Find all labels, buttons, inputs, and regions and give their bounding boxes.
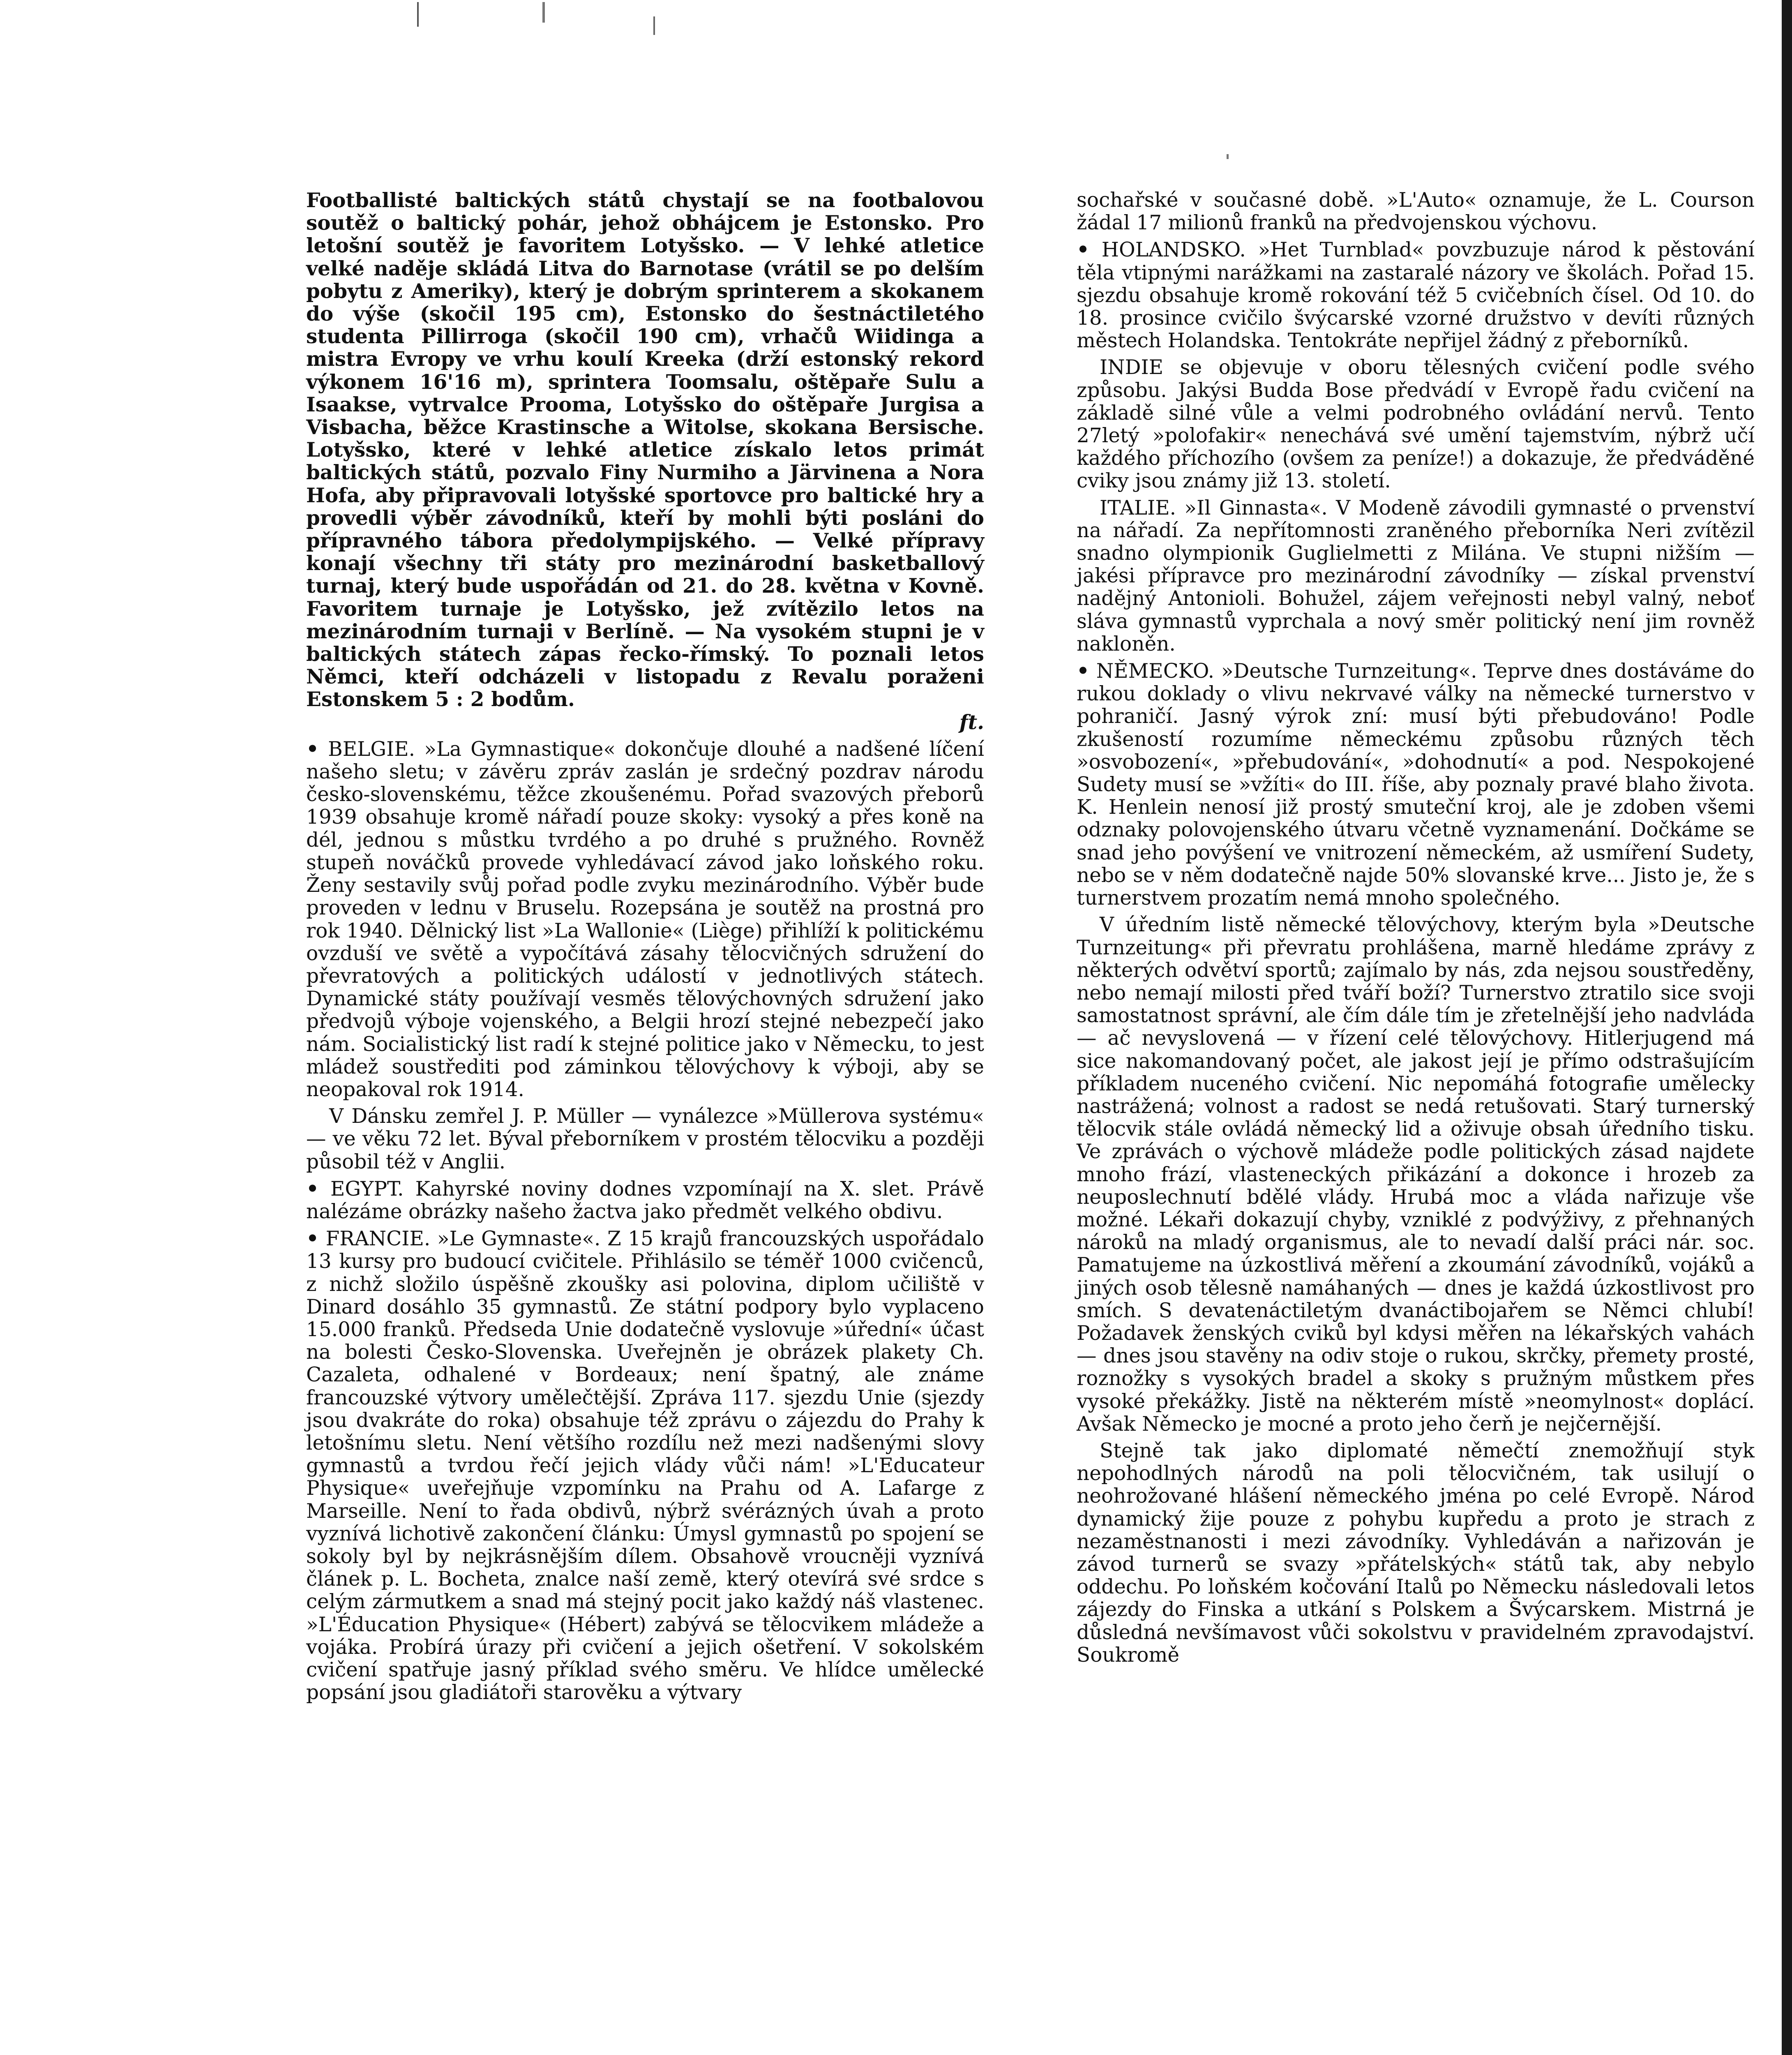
paragraph-text: Stejně tak jako diplomaté němečtí znemožňují styk nepohodlných národů na poli tělocvičném, tak usilují o neohrožované hlášení německého jména po celé Evropě. Národ dynamický žije pouze z pohybu kupředu a proto je strach z nezaměstnanosti i mezi závodníky. Vyhledáván a nařizován je závod turnerů se svazy »přátelských« států tak, aby nebylo oddechu. Po loňském kočování Italů po Německu následovali letos zájezdy do Finska a utkání s Polskem a Švýcarskem. Mistrná je důsledná nevšímavost vůči sokolstvu v pravidelném zpravodajství. Soukromě xyxy=(1077,1439,1755,1667)
bullet-icon: • xyxy=(306,1227,319,1251)
paragraph xyxy=(1077,356,1755,492)
paragraph xyxy=(1077,238,1755,352)
author-signature: ft. xyxy=(959,710,984,734)
paragraph-text: NĚMECKO. »Deutsche Turnzeitung«. Teprve dnes dostáváme do rukou doklady o vlivu nekrvavé války na německé turnerstvo v pohraničí. Jasný výrok zní: musí býti přebudováno! Podle zkušeností rozumíme německému způsobu různých těch »osvobození«, »přebudování«, »dohodnutí« a pod. Nespokojené Sudety musí se »vžíti« do III. říše, aby poznaly pravé blaho života. K. Henlein nenosí již prostý smuteční kroj, ale je zdoben všemi odznaky polovojenského útvaru včetně vyznamenání. Dočkáme se snad jeho povýšení ve vnitrození německém, až usmíření Sudety, nebo se v něm dodatečně najde 50% slovanské krve... Jisto je, že s turnerstvem prozatím nemá mnoho společného. xyxy=(1077,660,1755,910)
left-column xyxy=(306,189,984,1704)
paragraph-text: EGYPT. Kahyrské noviny dodnes vzpomínají na X. slet. Právě nalézáme obrázky našeho žactva jako předmět velkého obdivu. xyxy=(306,1177,985,1223)
paragraph xyxy=(1077,660,1755,910)
paragraph xyxy=(1077,1440,1755,1667)
bullet-icon: • xyxy=(306,737,319,761)
bullet-icon: • xyxy=(306,1177,319,1201)
paragraph xyxy=(306,1178,984,1223)
paragraph xyxy=(1077,189,1755,234)
paragraph-text: V úředním listě německé tělovýchovy, kterým byla »Deutsche Turnzeitung« při převratu prohlášena, marně hledáme zprávy z některých odvětví sportů; zajímalo by nás, zda nejsou soustředěny, nebo nemají milosti před tváří boží? Turnerstvo ztratilo sice svoji samostatnost správní, ale čím dále tím je zřetelnější jeho nadvláda — ač nevyslovená — v řízení celé tělovýchovy. Hitlerjugend má sice nakomandovaný počet, ale jakost její je přímo odstrašujícím příkladem nuceného cvičení. Nic nepomáhá fotografie umělecky nastrážená; volnost a radost se nedá retušovati. Starý turnerský tělocvik stále ovládá německý lid a oživuje obsah úředního tisku. Ve zprávách o výchově mládeže podle politických zásad najdete mnoho frází, vlasteneckých přikázání a dokonce i hrozeb za neuposlechnutí bdělé vlády. Hrubá moc a vláda nařizuje vše možné. Lékaři dokazují chyby, vzniklé z podvýživy, z přehnaných nároků na mladý organismus, ale to nevadí další práci nár. soc. Pamatujeme na úzkostlivá měření a zkoumání závodníků, vojáků a jiných osob tělesně namáhaných — dnes je každá úzkostlivost pro smích. S devatenáctiletým dvanáctibojařem se Němci chlubí! Požadavek ženských cviků byl kdysi měřen na lékařských vahách — dnes jsou stavěny na odiv stoje o rukou, skrčky, přemety prosté, roznožky s vysokých bradel a skoky s pružným můstkem přes vysoké překážky. Jistě na některém místě »neomylnost« doplácí. Avšak Německo je mocné a proto jeho čerň je nejčernější. xyxy=(1077,913,1755,1436)
paragraph xyxy=(306,1105,984,1173)
paragraph xyxy=(1077,497,1755,656)
paragraph-text: HOLANDSKO. »Het Turnblad« povzbuzuje národ k pěstování těla vtipnými narážkami na zastaralé názory ve školách. Pořad 15. sjezdu obsahuje kromě rokování též 5 cvičebních čísel. Od 10. do 18. prosince cvičilo švýcarské vzorné družstvo v devíti různých městech Holandska. Tentokráte nepřijel žádný z přeborníků. xyxy=(1077,238,1755,353)
paragraph-text: Footballisté baltických států chystají se na footbalovou soutěž o baltický pohár, jehož obhájcem je Estonsko. Pro letošní soutěž je favoritem Lotyšsko. — V lehké atletice velké naděje skládá Litva do Barnotase (vrátil se po delším pobytu z Ameriky), který je dobrým sprinterem a skokanem do výše (skočil 195 cm), Estonsko do šestnáctiletého studenta Pillirroga (skočil 190 cm), vrhačů Wiidinga a mistra Evropy ve vrhu koulí Kreeka (drží estonský rekord výkonem 16'16 m), sprintera Toomsalu, oštěpaře Sulu a Isaakse, vytrvalce Prooma, Lotyšsko do oštěpaře Jurgisa a Visbacha, běžce Krastinsche a Witolse, skokana Bersische. Lotyšsko, které v lehké atletice získalo letos primát baltických států, pozvalo Finy Nurmiho a Järvinena a Nora Hofa, aby připravovali lotyšské sportovce pro baltické hry a provedli výběr závodníků, kteří by mohli býti posláni do přípravného tábora předolympijského. — Velké přípravy konají všechny tři státy pro mezinárodní basketballový turnaj, který bude uspořádán od 21. do 28. května v Kovně. Favoritem turnaje je Lotyšsko, jež zvítězilo letos na mezinárodním turnaji v Berlíně. — Na vysokém stupni je v baltických státech zápas řecko-římský. To poznali letos Němci, kteří odcházeli v listopadu z Revalu poraženi Estonskem 5 : 2 bodům. xyxy=(306,189,984,711)
paragraph-text: sochařské v současné době. »L'Auto« oznamuje, že L. Courson žádal 17 milionů franků na předvojenskou výchovu. xyxy=(1077,189,1755,235)
bullet-icon: • xyxy=(1077,659,1089,683)
paragraph-text: INDIE se objevuje v oboru tělesných cvičení podle svého způsobu. Jakýsi Budda Bose předvádí v Evropě řadu cvičení na základě silné vůle a velmi podrobného ovládání nervů. Tento 27letý »polofakir« nenechává své umění tajemstvím, nýbrž učí každého příchozího (ovšem za peníze!) a dokazuje, že předváděné cviky jsou známy již 13. století. xyxy=(1077,356,1755,493)
paragraph-text: BELGIE. »La Gymnastique« dokončuje dlouhé a nadšené líčení našeho sletu; v závěru zpráv zaslán je srdečný pozdrav národu česko-slovenskému, těžce zkoušenému. Pořad svazových přeborů 1939 obsahuje kromě nářadí pouze skoky: vysoký a přes koně na dél, jednou s můstku tvrdého a po druhé s pružného. Rovněž stupeň nováčků provede vyhledávací závod jako loňského roku. Ženy sestavily svůj pořad podle zvyku mezinárodního. Výběr bude proveden v lednu v Bruselu. Rozepsána je soutěž na prostná pro rok 1940. Dělnický list »La Wallonie« (Liège) přihlíží k politickému ovzduší ve světě a vypočítává zásahy tělocvičných sdružení do převratových a politických událostí v jednotlivých státech. Dynamické státy používají vesměs tělovýchovných sdružení jako předvojů výboje vojenského, a Belgii hrozí stejné nebezpečí jako nám. Socialistický list radí k stejné politice jako v Německu, to jest mládež soustřediti pod záminkou tělovýchovy k výboji, aby se neopakoval rok 1914. xyxy=(306,737,984,1101)
paragraph xyxy=(306,189,984,734)
paragraph-text: FRANCIE. »Le Gymnaste«. Z 15 krajů francouzských uspořádalo 13 kursy pro budoucí cvičitele. Přihlásilo se téměř 1000 cvičenců, z nichž složilo úspěšně zkoušky asi polovina, diplom učiliště v Dinard dosáhlo 35 gymnastů. Ze státní podpory bylo vyplaceno 15.000 franků. Předseda Unie dodatečně vyslovuje »úřední« účast na bolesti Česko-Slovenska. Uveřejněn je obrázek plakety Ch. Cazaleta, odhalené v Bordeaux; není špatný, ale známe francouzské výtvory umělečtější. Zpráva 117. sjezdu Unie (sjezdy jsou dvakráte do roka) obsahuje též zprávu o zájezdu do Prahy k letošnímu sletu. Není většího rozdílu než mezi nadšenými slovy gymnastů a tvrdou řečí jejich vlády vůči nám! »L'Educateur Physique« uveřejňuje vzpomínku na Prahu od A. Lafarge z Marseille. Není to řada obdivů, nýbrž svérázných úvah a proto vyznívá lichotivě zakončení článku: Úmysl gymnastů po spojení se sokoly byl by nejkrásnějším dílem. Obsahově vroucněji vyznívá článek p. L. Bocheta, znalce naší země, který otevírá své srdce s celým zármutkem a snad má stejný pocit jako každý náš vlastenec. »L'Éducation Physique« (Hébert) zabývá se tělocvikem mládeže a vojáka. Probírá úrazy při cvičení a jejich ošetření. V sokolském cvičení spatřuje jasný příklad svého směru. Ve hlídce umělecké popsání jsou gladiátoři starověku a výtvary xyxy=(306,1227,985,1704)
right-column xyxy=(1077,189,1755,1667)
paragraph xyxy=(306,738,984,1101)
paragraph xyxy=(1077,914,1755,1436)
paragraph-text: ITALIE. »Il Ginnasta«. V Modeně závodili gymnasté o prvenství na nářadí. Za nepřítomnosti zraněného přeborníka Neri zvítězil snadno olympionik Guglielmetti z Milána. Ve stupni nižším — jakési přípravce pro mezinárodní závodníky — získal prvenství nadějný Antonioli. Bohužel, zájem veřejnosti nebyl valný, neboť sláva gymnastů vyprchala a nový směr politický není jim rovněž nakloněn. xyxy=(1077,496,1755,656)
paragraph-text: V Dánsku zemřel J. P. Müller — vynálezce »Müllerova systému« — ve věku 72 let. Býval přeborníkem v prostém tělocviku a později působil též v Anglii. xyxy=(306,1105,984,1173)
bullet-icon: • xyxy=(1077,238,1089,262)
paragraph xyxy=(306,1227,984,1704)
